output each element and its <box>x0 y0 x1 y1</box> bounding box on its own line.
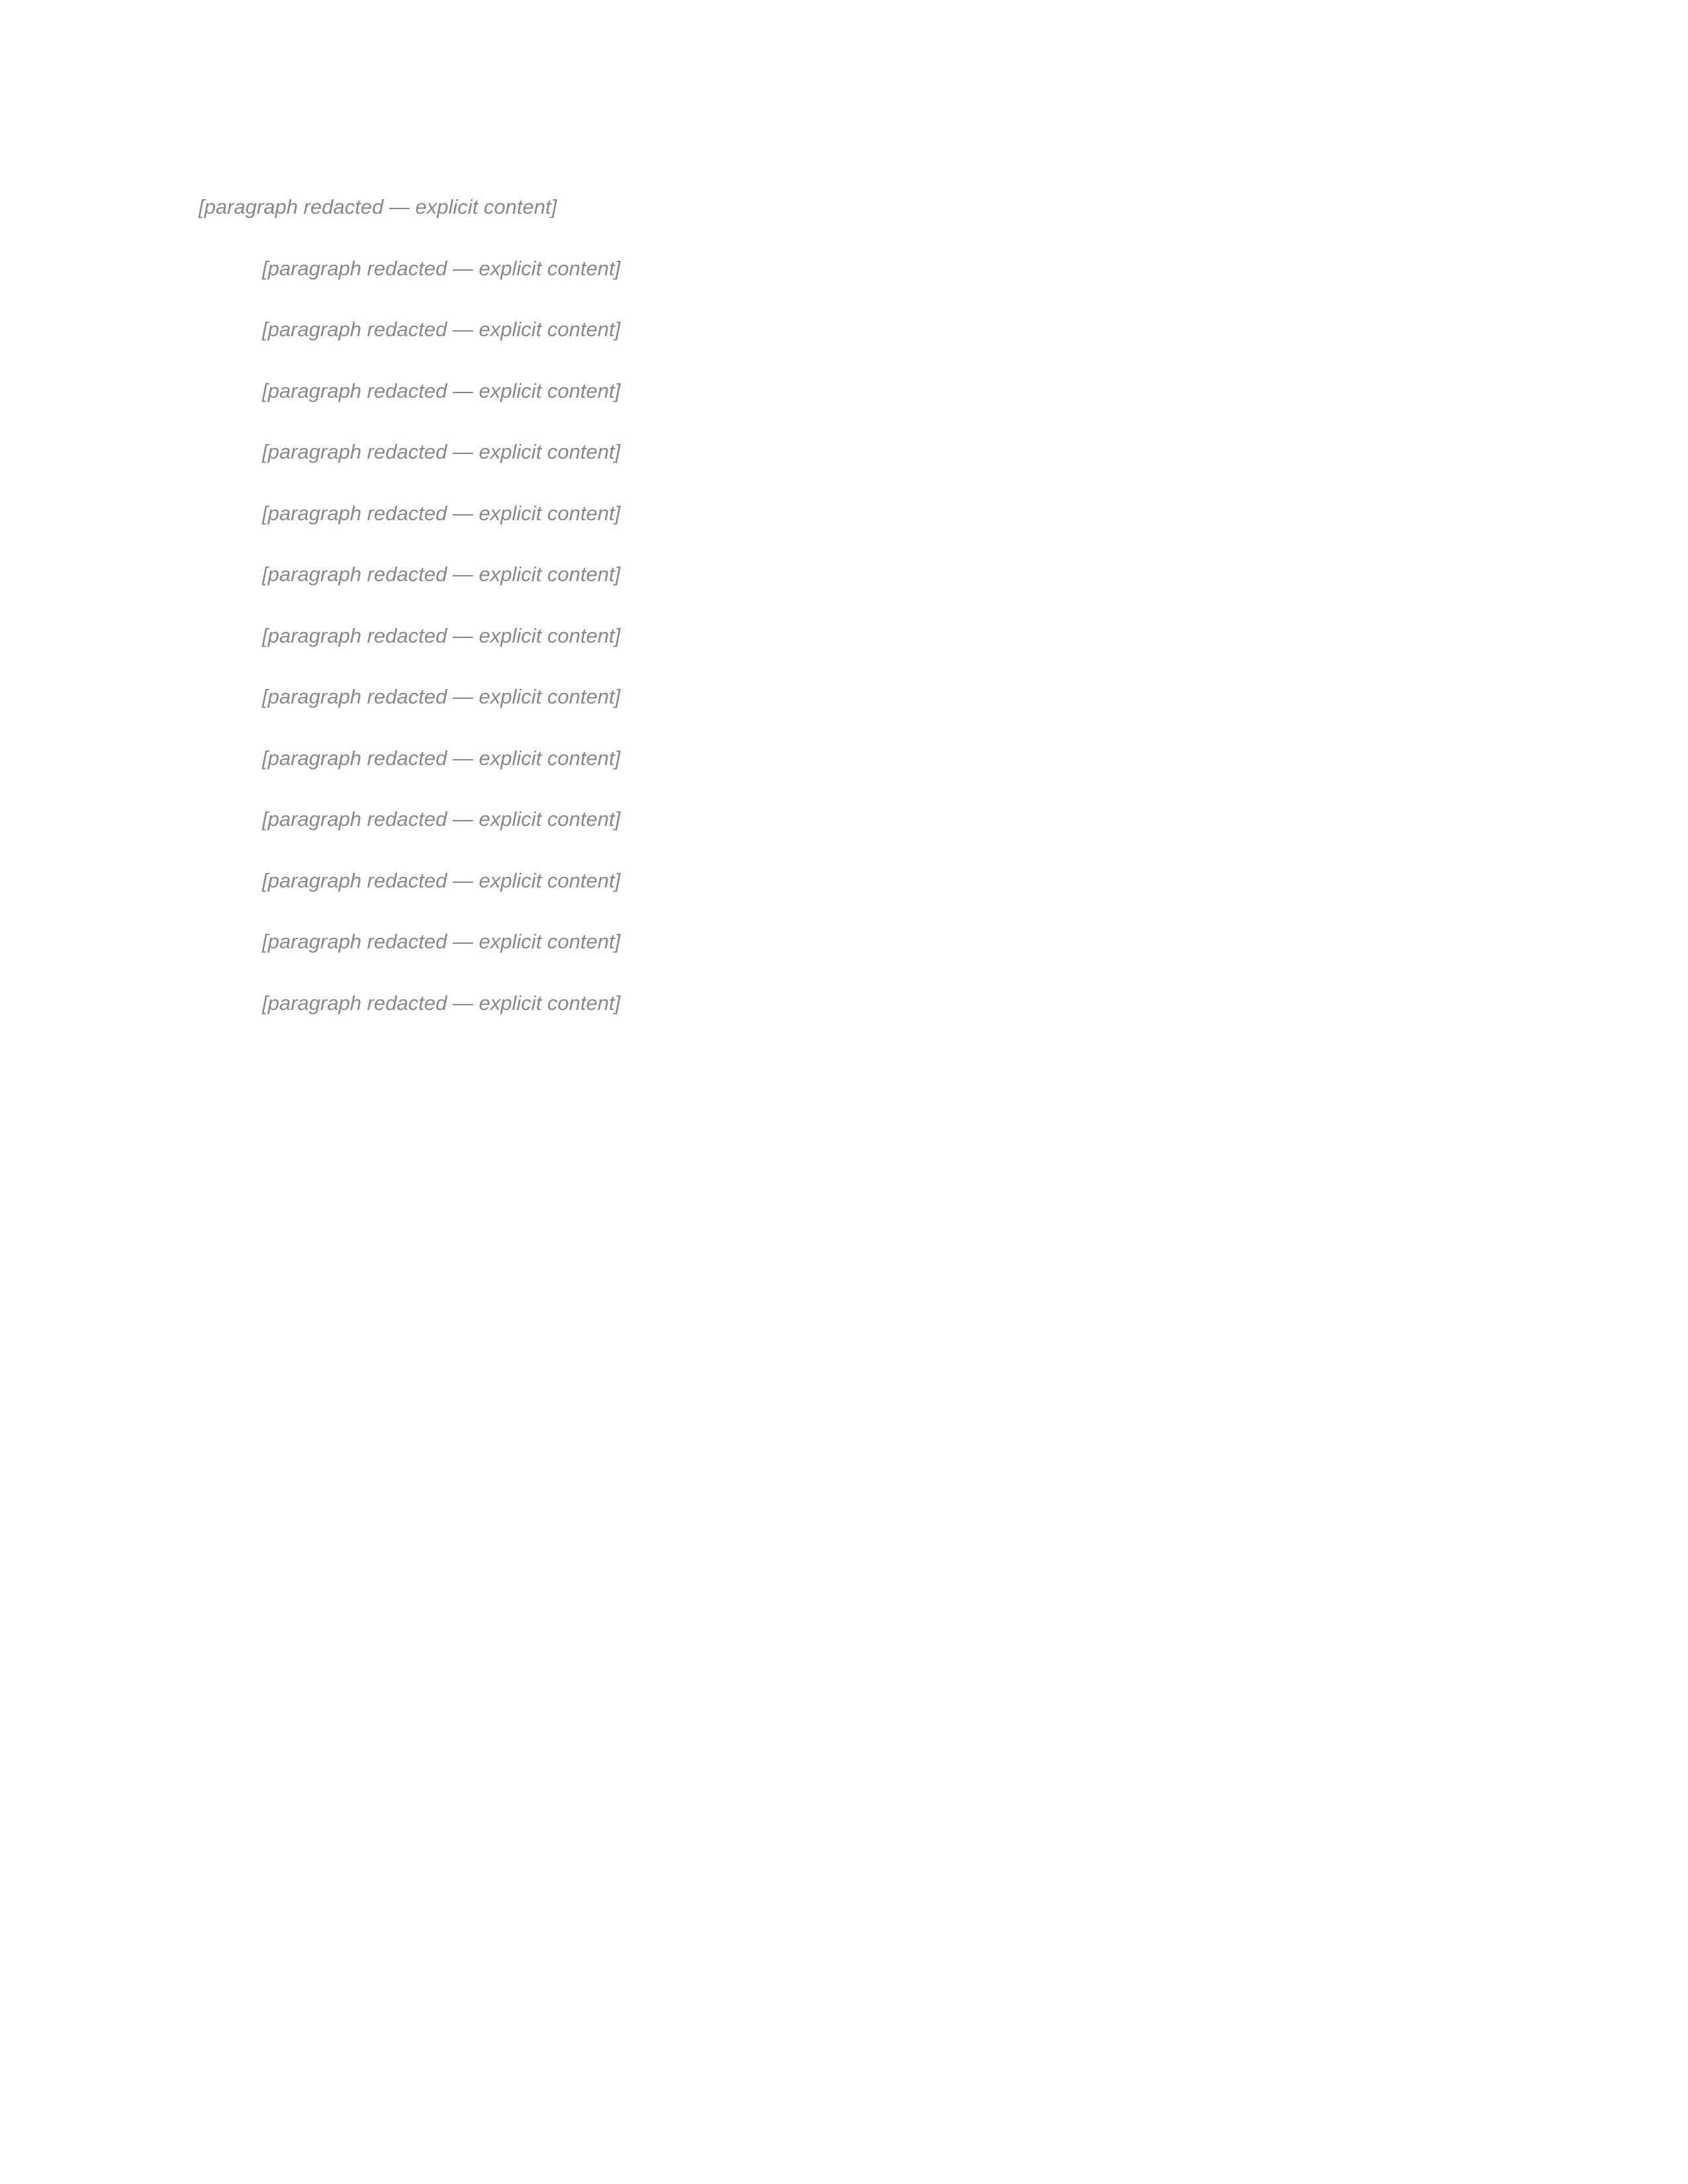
paragraph: [paragraph redacted — explicit content] <box>262 930 621 953</box>
paragraph: [paragraph redacted — explicit content] <box>262 501 621 525</box>
paragraph: [paragraph redacted — explicit content] <box>262 807 621 831</box>
paragraph: [paragraph redacted — explicit content] <box>262 746 621 770</box>
paragraph: [paragraph redacted — explicit content] <box>262 868 621 892</box>
paragraph: [paragraph redacted — explicit content] <box>262 318 621 341</box>
paragraph: [paragraph redacted — explicit content] <box>262 991 621 1015</box>
paragraph: [paragraph redacted — explicit content] <box>262 623 621 647</box>
paragraph: [paragraph redacted — explicit content] <box>262 685 621 708</box>
paragraph-container <box>199 192 1489 1019</box>
paragraph: [paragraph redacted — explicit content] <box>262 379 621 402</box>
paragraph: [paragraph redacted — explicit content] <box>199 195 557 218</box>
paragraph: [paragraph redacted — explicit content] <box>262 440 621 463</box>
paragraph: [paragraph redacted — explicit content] <box>262 563 621 586</box>
paragraph: [paragraph redacted — explicit content] <box>262 256 621 280</box>
